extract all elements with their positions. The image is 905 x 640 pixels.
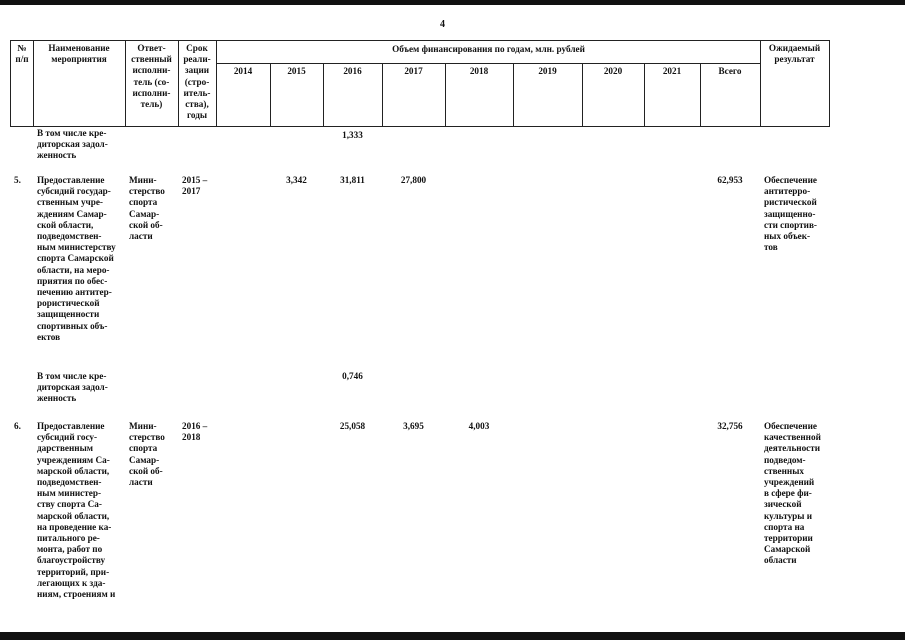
header-year-2015: 2015 [287,66,306,76]
header-total: Всего [718,66,742,76]
row-2-value-2016: 0,746 [342,371,363,381]
header-num: № п/п [15,43,29,65]
header-executor: Ответ- ственный исполни- тель (со- исполни- тель) [131,43,172,110]
header-year-2017: 2017 [404,66,423,76]
header-year-2019: 2019 [538,66,557,76]
row-3-result: Обеспечение качественной деятельности подведом- ственных учреждений в сфере фи- зической культуры и спорта на территории Самарской области [764,421,821,566]
row-1-value-2017: 27,800 [400,175,427,185]
table-top-line [10,40,829,41]
header-funding: Объем финансирования по годам, млн. рублей [392,44,585,54]
row-1-value-total: 62,953 [717,175,743,185]
row-1-result: Обеспечение антитерро- ристической защищенно- сти спортив- ных объек- тов [764,175,817,253]
header-name: Наименование мероприятия [48,43,110,65]
header-term: Срок реали- зации (стро- итель- ства), годы [183,43,211,121]
row-3-num: 6. [14,421,21,431]
row-0-value-2016: 1,333 [342,130,363,140]
row-1-executor: Мини- стерство спорта Самар- ской об- ласти [129,175,165,242]
row-1-name: Предоставление субсидий государ- ственным учре- ждениям Самар- ской области, подведомствен- ным министерству спорта Самарской области, на меро- приятия по обес- печению антитер- рористической защищенности спортивных объ- ектов [37,175,116,342]
header-result: Ожидаемый результат [768,43,821,65]
row-2-name: В том числе кре- диторская задол- женность [37,371,108,404]
grid-col-right [829,40,830,127]
header-bottom-line [10,126,829,127]
page-number: 4 [440,19,445,30]
row-0-name: В том числе кре- диторская задол- женность [37,128,108,161]
header-year-2020: 2020 [603,66,623,76]
header-year-2016: 2016 [343,66,362,76]
row-1-num: 5. [14,175,21,185]
header-year-2018: 2018 [469,66,489,76]
row-3-value-total: 32,756 [717,421,743,431]
header-year-2014: 2014 [233,66,253,76]
row-3-term: 2016 – 2018 [182,421,208,443]
row-3-executor: Мини- стерство спорта Самар- ской об- ласти [129,421,165,488]
row-3-value-2017: 3,695 [403,421,424,431]
years-row-line [216,63,761,64]
row-3-name: Предоставление субсидий госу- дарственным учреждениям Са- марской области, подведомствен- ным министер- ству спорта Са- марской области, на проведение ка- питального ре- монта, работ по благоустройству территорий, при- легающих к зда- ниям, строениям и [37,421,116,600]
row-3-value-2018: 4,003 [468,421,490,431]
row-3-value-2016: 25,058 [339,421,366,431]
row-1-value-2015: 3,342 [286,175,307,185]
top-border [0,0,905,5]
row-1-value-2016: 31,811 [340,175,365,185]
row-1-term: 2015 – 2017 [182,175,208,197]
header-year-2021: 2021 [662,66,682,76]
bottom-border [0,632,905,640]
